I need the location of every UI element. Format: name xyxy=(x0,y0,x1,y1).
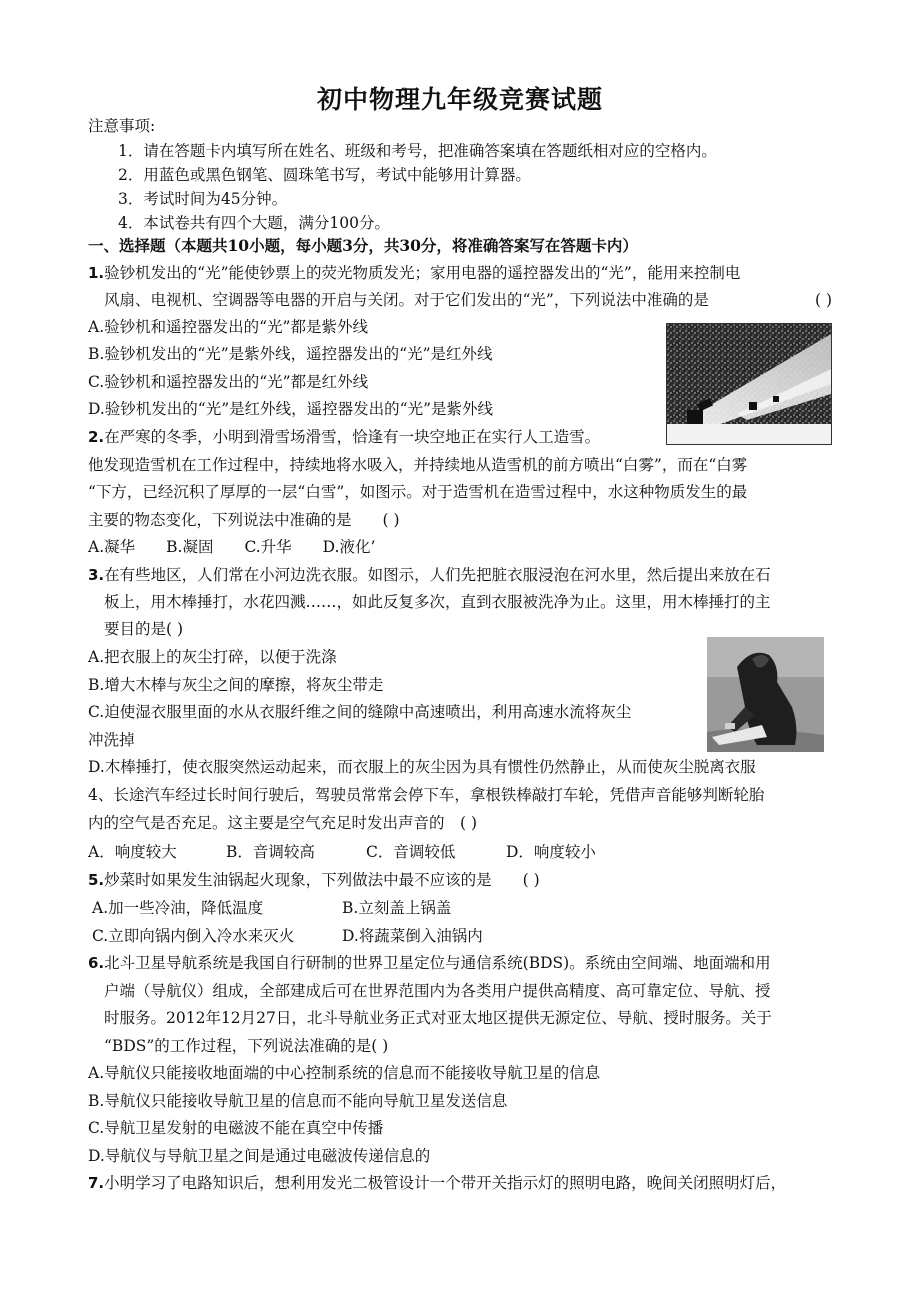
notice-item-4: 4．本试卷共有四个大题，满分100分。 xyxy=(118,214,390,232)
question-2-stem-2: 他发现造雪机在工作过程中，持续地将水吸入，并持续地从造雪机的前方喷出“白雾”，而在“白雾 xyxy=(88,456,748,474)
question-number: 7. xyxy=(88,1174,105,1192)
question-6-option-b: B.导航仪只能接收导航卫星的信息而不能向导航卫星发送信息 xyxy=(88,1092,508,1110)
question-number: 5. xyxy=(88,871,105,889)
stem-line: 验钞机发出的“光”能使钞票上的荧光物质发光；家用电器的遥控器发出的“光”，能用来控制电 xyxy=(104,264,741,282)
question-3-stem-3: 要目的是( ) xyxy=(104,620,184,638)
question-5-option-c: C.立即向锅内倒入冷水来灭火 xyxy=(92,927,295,945)
question-4-stem-2: 内的空气是否充足。这主要是空气充足时发出声音的 ( ) xyxy=(88,814,478,832)
stem-line: 小明学习了电路知识后，想利用发光二极管设计一个带开关指示灯的照明电路，晚间关闭照明灯后， xyxy=(104,1174,787,1192)
question-1-stem xyxy=(88,263,740,283)
question-1-option-c: C.验钞机和遥控器发出的“光”都是红外线 xyxy=(88,373,369,391)
page-title: 初中物理九年级竞赛试题 xyxy=(316,85,603,114)
question-3-option-c: C.迫使湿衣服里面的水从衣服纤维之间的缝隙中高速喷出，利用高速水流将灰尘 xyxy=(88,703,632,721)
question-4-stem: 4、长途汽车经过长时间行驶后，驾驶员常常会停下车，拿根铁棒敲打车轮，凭借声音能够判断轮胎 xyxy=(88,786,765,804)
question-7-stem xyxy=(88,1173,786,1193)
question-4-option-c: C．音调较低 xyxy=(366,843,456,861)
question-6-option-c: C.导航卫星发射的电磁波不能在真空中传播 xyxy=(88,1119,384,1137)
stem-line: 北斗卫星导航系统是我国自行研制的世界卫星定位与通信系统(BDS)。系统由空间端、地面端和用 xyxy=(104,954,771,972)
question-6-option-d: D.导航仪与导航卫星之间是通过电磁波传递信息的 xyxy=(88,1147,431,1165)
question-6-option-a: A.导航仪只能接收地面端的中心控制系统的信息而不能接收导航卫星的信息 xyxy=(88,1064,601,1082)
question-3-option-b: B.增大木棒与灰尘之间的摩擦，将灰尘带走 xyxy=(88,676,384,694)
question-3-stem xyxy=(88,565,771,585)
question-2-options: A.凝华 B.凝固 C.升华 D.液化’ xyxy=(88,538,376,556)
question-6-stem-2: 户端（导航仪）组成，全部建成后可在世界范围内为各类用户提供高精度、高可靠定位、导航、授 xyxy=(104,982,771,1000)
stem-line: 在严寒的冬季，小明到滑雪场滑雪，恰逢有一块空地正在实行人工造雪。 xyxy=(104,428,601,446)
question-6-stem xyxy=(88,953,771,973)
question-5-option-a: A.加一些冷油，降低温度 xyxy=(92,899,264,917)
question-4-option-b: B．音调较高 xyxy=(226,843,315,861)
question-2-stem-4: 主要的物态变化，下列说法中准确的是 ( ) xyxy=(88,511,400,529)
notice-item-1: 1．请在答题卡内填写所在姓名、班级和考号，把准确答案填在答题纸相对应的空格内。 xyxy=(118,142,717,160)
question-6-stem-3: 时服务。2012年12月27日，北斗导航业务正式对亚太地区提供无源定位、导航、授时服务。关于 xyxy=(104,1009,772,1027)
question-3-option-a: A.把衣服上的灰尘打碎，以便于洗涤 xyxy=(88,648,337,666)
question-1-option-b: B.验钞机发出的“光”是紫外线，遥控器发出的“光”是红外线 xyxy=(88,345,493,363)
question-4-option-d: D．响度较小 xyxy=(506,843,596,861)
washing-clothes-figure xyxy=(707,637,824,752)
question-5-option-b: B.立刻盖上锅盖 xyxy=(342,899,452,917)
notice-heading: 注意事项: xyxy=(88,117,156,135)
question-1-option-a: A.验钞机和遥控器发出的“光”都是紫外线 xyxy=(88,318,368,336)
question-1-stem-cont: 风扇、电视机、空调器等电器的开启与关闭。对于它们发出的“光”，下列说法中准确的是 xyxy=(104,291,709,309)
snow-machine-figure xyxy=(666,323,832,445)
question-3-stem-2: 板上，用木棒捶打，水花四溅……，如此反复多次，直到衣服被洗净为止。这里，用木棒捶打的主 xyxy=(104,593,771,611)
question-3-option-c-cont: 冲洗掉 xyxy=(88,731,135,749)
question-4-option-a: A．响度较大 xyxy=(88,843,177,861)
question-number: 1. xyxy=(88,264,105,282)
notice-item-2: 2．用蓝色或黑色钢笔、圆珠笔书写，考试中能够用计算器。 xyxy=(118,166,531,184)
question-number: 6. xyxy=(88,954,105,972)
stem-line: 在有些地区，人们常在小河边洗衣服。如图示，人们先把脏衣服浸泡在河水里，然后提出来放在石 xyxy=(104,566,771,584)
question-2-stem-3: “下方，已经沉积了厚厚的一层“白雪”，如图示。对于造雪机在造雪过程中，水这种物质发生的最 xyxy=(88,483,748,501)
section-heading: 一、选择题（本题共10小题，每小题3分，共30分，将准确答案写在答题卡内） xyxy=(88,236,638,255)
question-2-stem xyxy=(88,427,600,447)
notice-item-3: 3．考试时间为45分钟。 xyxy=(118,190,288,208)
question-1-option-d: D.验钞机发出的“光”是红外线，遥控器发出的“光”是紫外线 xyxy=(88,400,493,418)
question-3-option-d: D.木棒捶打，使衣服突然运动起来，而衣服上的灰尘因为具有惯性仍然静止，从而使灰尘脱离衣服 xyxy=(88,758,756,776)
question-5-stem xyxy=(88,870,540,890)
question-number: 3. xyxy=(88,566,105,584)
question-number: 2. xyxy=(88,428,105,446)
answer-paren: ( ) xyxy=(815,291,833,309)
question-6-stem-4: “BDS”的工作过程，下列说法准确的是( ) xyxy=(104,1037,389,1055)
question-5-option-d: D.将蔬菜倒入油锅内 xyxy=(342,927,483,945)
stem-line: 炒菜时如果发生油锅起火现象，下列做法中最不应该的是 ( ) xyxy=(104,871,540,889)
